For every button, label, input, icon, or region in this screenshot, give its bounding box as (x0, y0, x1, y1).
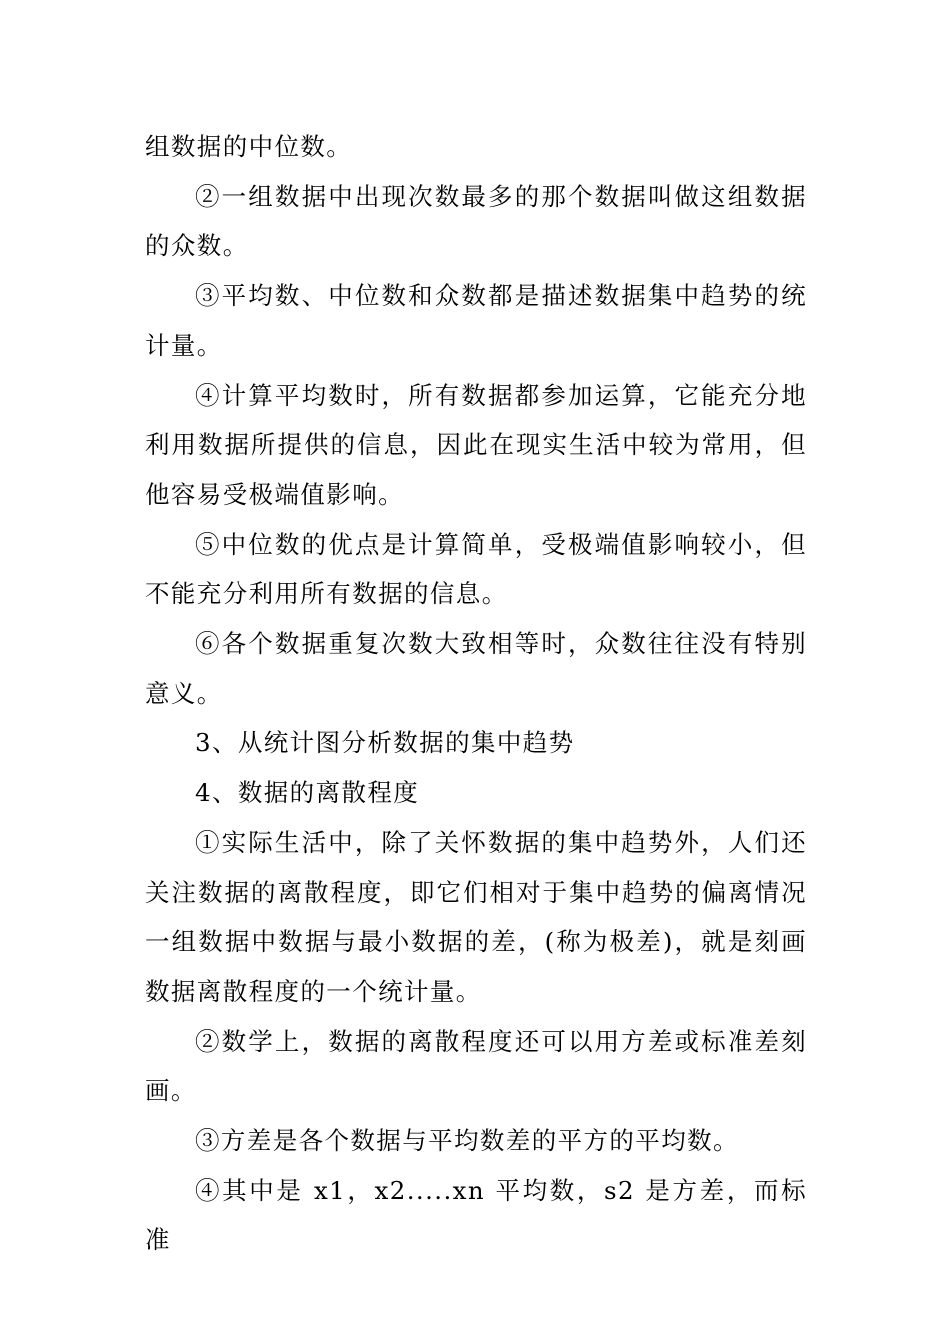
document-body (145, 122, 807, 1265)
section-heading-3: 3、从统计图分析数据的集中趋势 (195, 728, 575, 758)
paragraph-2: ②一组数据中出现次数最多的那个数据叫做这组数据的众数。 (145, 181, 807, 261)
paragraph-6: ⑥各个数据重复次数大致相等时，众数往往没有特别意义。 (145, 629, 807, 708)
paragraph-5: ⑤中位数的优点是计算简单，受极端值影响较小，但不能充分利用所有数据的信息。 (145, 529, 807, 609)
paragraph-10: ④其中是 x1，x2.....xn 平均数，s2 是方差，而标准 (145, 1175, 807, 1255)
paragraph-4: ④计算平均数时，所有数据都参加运算，它能充分地利用数据所提供的信息，因此在现实生活中较为常用，但他容易受极端值影响。 (145, 380, 807, 509)
paragraph-9: ③方差是各个数据与平均数差的平方的平均数。 (195, 1126, 739, 1156)
section-heading-4: 4、数据的离散程度 (195, 778, 420, 808)
paragraph-8: ②数学上，数据的离散程度还可以用方差或标准差刻画。 (145, 1026, 807, 1106)
paragraph-7: ①实际生活中，除了关怀数据的集中趋势外，人们还关注数据的离散程度，即它们相对于集中趋势的偏离情况一组数据中数据与最小数据的差，(称为极差)，就是刻画数据离散程度的一个统计量。 (145, 827, 807, 1006)
paragraph-3: ③平均数、中位数和众数都是描述数据集中趋势的统计量。 (145, 281, 807, 360)
paragraph-1: 组数据的中位数。 (145, 132, 353, 161)
